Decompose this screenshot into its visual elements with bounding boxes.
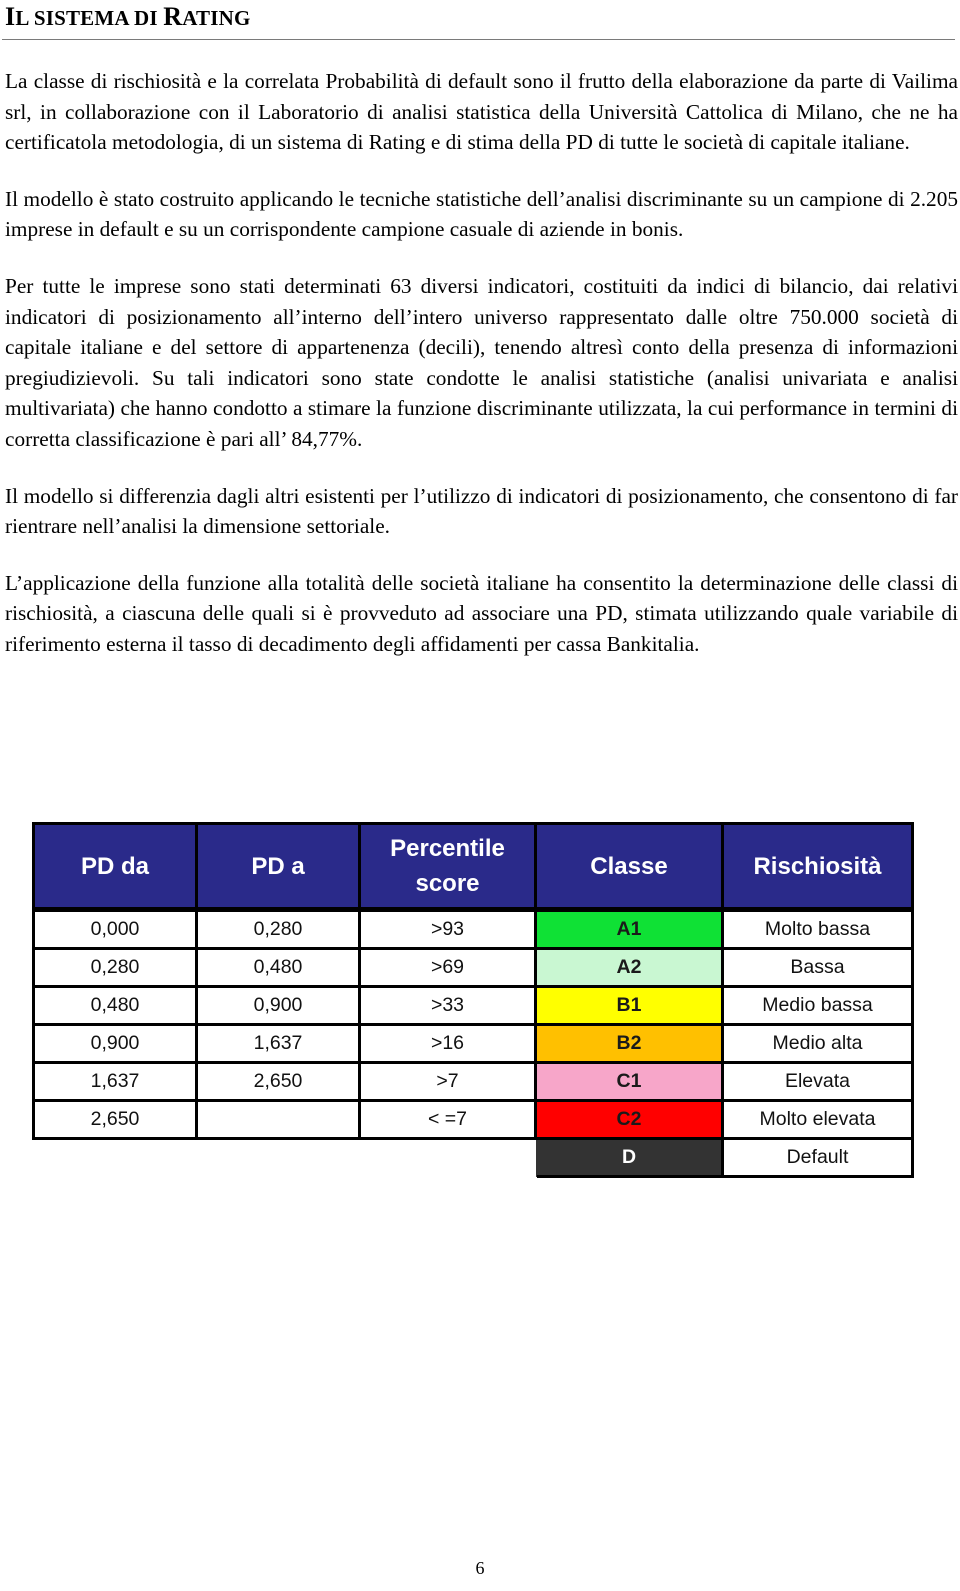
- title-underline: [2, 39, 955, 40]
- title-initial-1: I: [5, 2, 16, 31]
- pd-da-cell: 1,637: [34, 1063, 197, 1101]
- paragraph-1: La classe di rischiosità e la correlata Probabilità di default sono il frutto della elaborazione da parte di Vailima srl, in collaborazione con il Laboratorio di analisi statistica della Università Cattolica di Milano, che ne ha certificatola metodologia, di un sistema di Rating e di stima della PD di tutte le società di capitale italiane.: [5, 69, 958, 155]
- rischiosita-cell: Elevata: [723, 1063, 913, 1101]
- rating-table: [32, 822, 914, 1178]
- body-text: [5, 66, 958, 686]
- percentile-cell: >33: [360, 987, 536, 1025]
- rischiosita-cell: Molto bassa: [723, 910, 913, 949]
- pd-a-cell: 2,650: [197, 1063, 360, 1101]
- empty-cell: [197, 1139, 360, 1177]
- table-row-default: [34, 1139, 913, 1177]
- page-number: 6: [475, 1558, 485, 1578]
- title-initial-2: R: [163, 2, 183, 31]
- pd-da-cell: 2,650: [34, 1101, 197, 1139]
- header-classe: Classe: [536, 824, 723, 910]
- pd-a-cell: [197, 1101, 360, 1139]
- pd-da-cell: 0,900: [34, 1025, 197, 1063]
- classe-cell: C2: [536, 1101, 723, 1139]
- table-row: [34, 987, 913, 1025]
- empty-cell: [34, 1139, 197, 1177]
- paragraph-3: Per tutte le imprese sono stati determinati 63 diversi indicatori, costituiti da indici di bilancio, dai relativi indicatori di posizionamento all’interno dell’intero universo rappresentato dalle oltre 750.000 società di capitale italiane e del settore di appartenenza (decili), tenendo altresì conto della presenza di informazioni pregiudizievoli. Su tali indicatori sono state condotte le analisi statistiche (analisi univariata e analisi multivariata) che hanno condotto a stimare la funzione discriminante utilizzata, la cui performance in termini di corretta classificazione è pari all’ 84,77%.: [5, 273, 958, 451]
- title-rest-2: ATING: [182, 6, 251, 30]
- header-pd-a: PD a: [197, 824, 360, 910]
- classe-cell: A2: [536, 949, 723, 987]
- paragraph-5: L’applicazione della funzione alla totalità delle società italiane ha consentito la determinazione delle classi di rischiosità, a ciascuna delle quali si è provveduto ad associare una PD, stimata utilizzando quale variabile di riferimento esterna il tasso di decadimento degli affidamenti per cassa Bankitalia.: [5, 570, 958, 656]
- pd-a-cell: 0,900: [197, 987, 360, 1025]
- paragraph-2: Il modello è stato costruito applicando le tecniche statistiche dell’analisi discriminante su un campione di 2.205 imprese in default e su un corrispondente campione casuale di aziende in bonis.: [5, 186, 958, 242]
- pd-da-cell: 0,000: [34, 910, 197, 949]
- pd-a-cell: 1,637: [197, 1025, 360, 1063]
- header-percentile-line1: Percentile: [390, 835, 505, 862]
- header-rischiosita: Rischiosità: [723, 824, 913, 910]
- title-rest-1: L SISTEMA DI: [15, 6, 164, 30]
- header-pd-da: PD da: [34, 824, 197, 910]
- percentile-cell: >69: [360, 949, 536, 987]
- percentile-cell: >7: [360, 1063, 536, 1101]
- header-percentile-line2: score: [415, 870, 480, 897]
- pd-a-cell: 0,480: [197, 949, 360, 987]
- rischiosita-cell: Medio alta: [723, 1025, 913, 1063]
- percentile-cell: >16: [360, 1025, 536, 1063]
- classe-cell: D: [536, 1139, 723, 1177]
- classe-cell: B2: [536, 1025, 723, 1063]
- percentile-cell: < =7: [360, 1101, 536, 1139]
- classe-cell: C1: [536, 1063, 723, 1101]
- table-row: [34, 910, 913, 949]
- classe-cell: B1: [536, 987, 723, 1025]
- rischiosita-cell: Molto elevata: [723, 1101, 913, 1139]
- table-row: [34, 949, 913, 987]
- table-header-row: [34, 824, 913, 910]
- header-percentile-score: [360, 824, 536, 910]
- table-row: [34, 1063, 913, 1101]
- table-row: [34, 1101, 913, 1139]
- paragraph-4: Il modello si differenzia dagli altri esistenti per l’utilizzo di indicatori di posizionamento, che consentono di far rientrare nell’analisi la dimensione settoriale.: [5, 483, 958, 539]
- percentile-cell: >93: [360, 910, 536, 949]
- pd-a-cell: 0,280: [197, 910, 360, 949]
- table-row: [34, 1025, 913, 1063]
- pd-da-cell: 0,480: [34, 987, 197, 1025]
- rischiosita-cell: Bassa: [723, 949, 913, 987]
- pd-da-cell: 0,280: [34, 949, 197, 987]
- rischiosita-cell: Default: [723, 1139, 913, 1177]
- table-body: [34, 910, 913, 1177]
- section-title: [5, 0, 955, 35]
- classe-cell: A1: [536, 910, 723, 949]
- rischiosita-cell: Medio bassa: [723, 987, 913, 1025]
- empty-cell: [360, 1139, 536, 1177]
